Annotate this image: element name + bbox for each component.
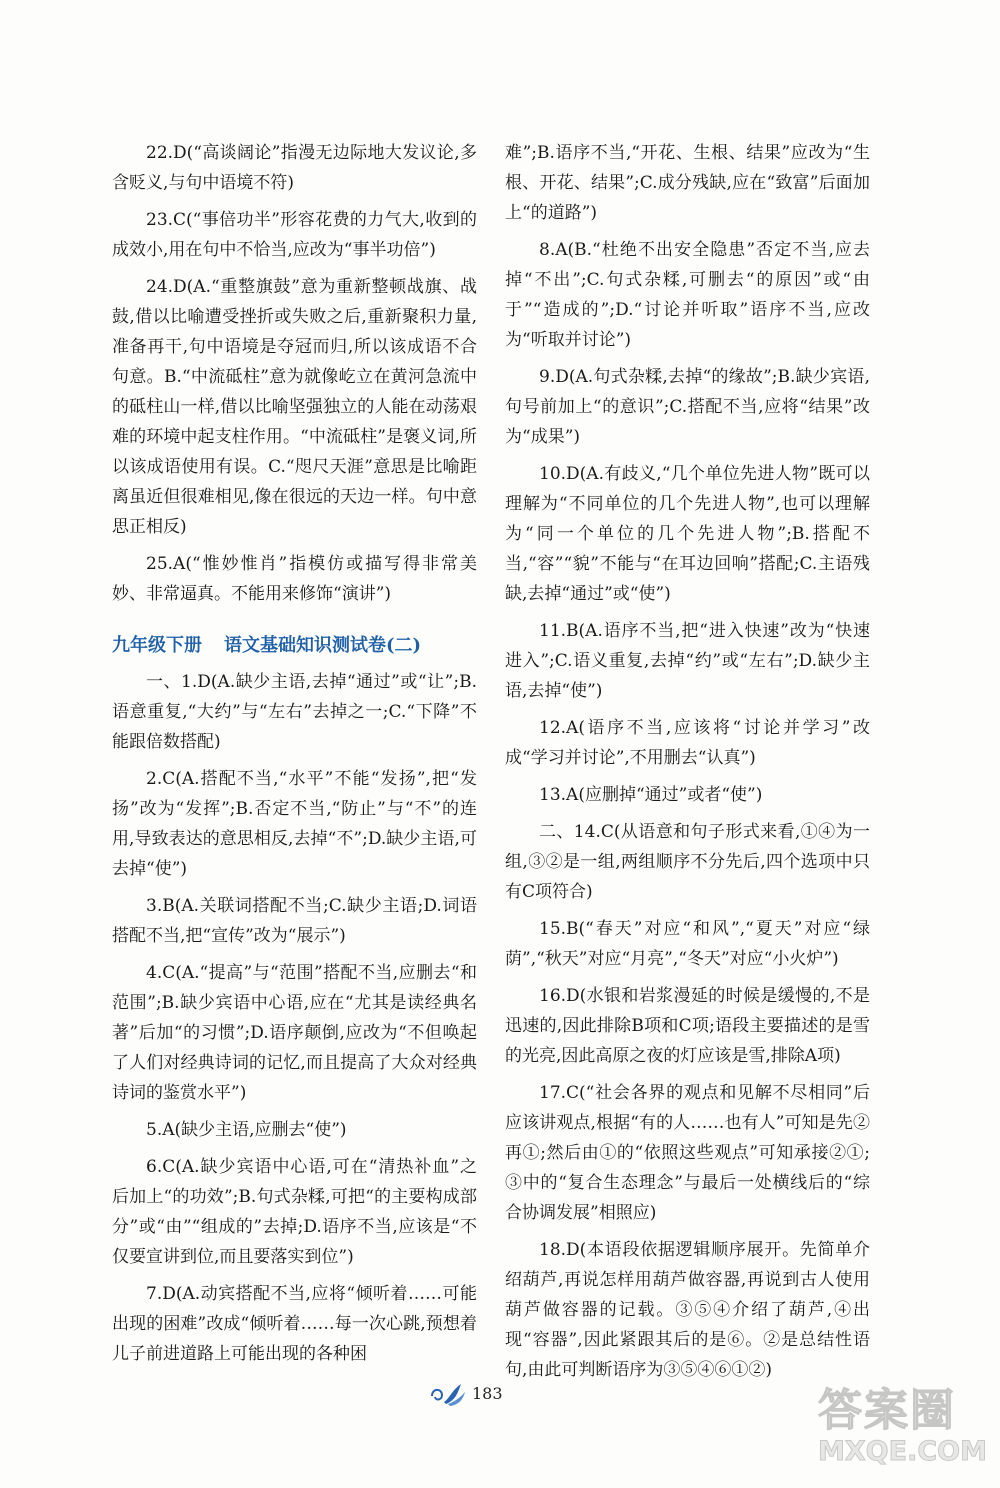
answer-item: 7.D(A.动宾搭配不当,应将“倾听着……可能出现的困难”改成“倾听着……每一次心跳,预想着儿子前进道路上可能出现的各种困 xyxy=(112,1284,477,1364)
answer-item: 13.A(应删掉“通过”或者“使”) xyxy=(539,785,763,805)
answer-item: 25.A(“惟妙惟肖”指模仿或描写得非常美妙、非常逼真。不能用来修饰“演讲”) xyxy=(112,554,477,604)
answer-item: 2.C(A.搭配不当,“水平”不能“发扬”,把“发扬”改为“发挥”;B.否定不当,“防止”与“不”的连用,导致表达的意思相反,去掉“不”;D.缺少主语,可去掉“使”) xyxy=(112,769,477,879)
answer-continuation: 难”;B.语序不当,“开花、生根、结果”应改为“生根、开花、结果”;C.成分残缺,应在“致富”后面加上“的道路”) xyxy=(505,143,870,223)
watermark-logo-icon: 答案圈 xyxy=(818,1385,956,1436)
left-column xyxy=(112,138,477,1376)
page-number: 183 xyxy=(472,1384,503,1403)
answer-item: 6.C(A.缺少宾语中心语,可在“清热补血”之后加上“的功效”;B.句式杂糅,可把“的主要构成部分”或“由”“组成的”去掉;D.语序不当,应该是“不仅要宣讲到位,而且要落实到位”) xyxy=(112,1157,477,1267)
answer-item: 17.C(“社会各界的观点和见解不尽相同”后应该讲观点,根据“有的人……也有人”可知是先②再①;然后由①的“依照这些观点”可知承接②①;③中的“复合生态理念”与最后一处横线后的“综合协调发展”相照应) xyxy=(505,1083,870,1223)
answer-item: 11.B(A.语序不当,把“进入快速”改为“快速进入”;C.语义重复,去掉“约”或“左右”;D.缺少主语,去掉“使”) xyxy=(505,621,870,701)
answer-item: 二、14.C(从语意和句子形式来看,①④为一组,③②是一组,两组顺序不分先后,四个选项中只有C项符合) xyxy=(505,822,870,902)
answer-item: 10.D(A.有歧义,“几个单位先进人物”既可以理解为“不同单位的几个先进人物”,也可以理解为“同一个单位的几个先进人物”;B.搭配不当,“容”“貌”不能与“在耳边回响”搭配;C.主语残缺,去掉“通过”或“使”) xyxy=(505,464,870,604)
answer-item: 8.A(B.“杜绝不出安全隐患”否定不当,应去掉“不出”;C.句式杂糅,可删去“的原因”或“由于”“造成的”;D.“讨论并听取”语序不当,应改为“听取并讨论”) xyxy=(505,240,870,350)
right-column xyxy=(505,138,870,1392)
answer-item: 16.D(水银和岩浆漫延的时候是缓慢的,不是迅速的,因此排除B项和C项;语段主要描述的是雪的光亮,因此高原之夜的灯应该是雪,排除A项) xyxy=(505,986,870,1066)
answer-item: 24.D(A.“重整旗鼓”意为重新整顿战旗、战鼓,借以比喻遭受挫折或失败之后,重新聚积力量,准备再干,句中语境是夺冠而归,所以该成语不合句意。B.“中流砥柱”意为就像屹立在黄河急流中的砥柱山一样,借以比喻坚强独立的人能在动荡艰难的环境中起支柱作用。“中流砥柱”是褒义词,所以该成语使用有误。C.“咫尺天涯”意思是比喻距离虽近但很难相见,像在很远的天边一样。句中意思正相反) xyxy=(112,277,477,537)
section-heading-grade: 九年级下册 xyxy=(112,635,202,656)
section-heading xyxy=(112,631,477,661)
section-heading-title: 语文基础知识测试卷(二) xyxy=(224,635,422,656)
answer-item: 18.D(本语段依据逻辑顺序展开。先简单介绍葫芦,再说怎样用葫芦做容器,再说到古人使用葫芦做容器的记载。③⑤④介绍了葫芦,④出现“容器”,因此紧跟其后的是⑥。②是总结性语句,由此可判断语序为③⑤④⑥①②) xyxy=(505,1240,870,1380)
answer-item: 23.C(“事倍功半”形容花费的力气大,收到的成效小,用在句中不恰当,应改为“事半功倍”) xyxy=(112,210,477,260)
answer-item: 3.B(A.关联词搭配不当;C.缺少主语;D.词语搭配不当,把“宣传”改为“展示”) xyxy=(112,896,477,946)
answer-item: 15.B(“春天”对应“和风”,“夏天”对应“绿荫”,“秋天”对应“月亮”,“冬天”对应“小火炉”) xyxy=(505,919,870,969)
answer-item: 一、1.D(A.缺少主语,去掉“通过”或“让”;B.语意重复,“大约”与“左右”去掉之一;C.“下降”不能跟倍数搭配) xyxy=(112,672,477,752)
watermark xyxy=(818,1385,987,1480)
answer-item: 12.A(语序不当,应该将“讨论并学习”改成“学习并讨论”,不用删去“认真”) xyxy=(505,718,870,768)
swirl-ornament-icon xyxy=(428,1380,468,1408)
answer-item: 4.C(A.“提高”与“范围”搭配不当,应删去“和范围”;B.缺少宾语中心语,应在“尤其是读经典名著”后加“的习惯”;D.语序颠倒,应改为“不但唤起了人们对经典诗词的记忆,而且提高了大众对经典诗词的鉴赏水平”) xyxy=(112,963,477,1103)
answer-item: 9.D(A.句式杂糅,去掉“的缘故”;B.缺少宾语,句号前加上“的意识”;C.搭配不当,应将“结果”改为“成果”) xyxy=(505,367,870,447)
answer-item: 22.D(“高谈阔论”指漫无边际地大发议论,多含贬义,与句中语境不符) xyxy=(112,143,477,193)
watermark-url: MXQE.COM xyxy=(818,1436,987,1467)
answer-item: 5.A(缺少主语,应删去“使”) xyxy=(146,1120,347,1140)
